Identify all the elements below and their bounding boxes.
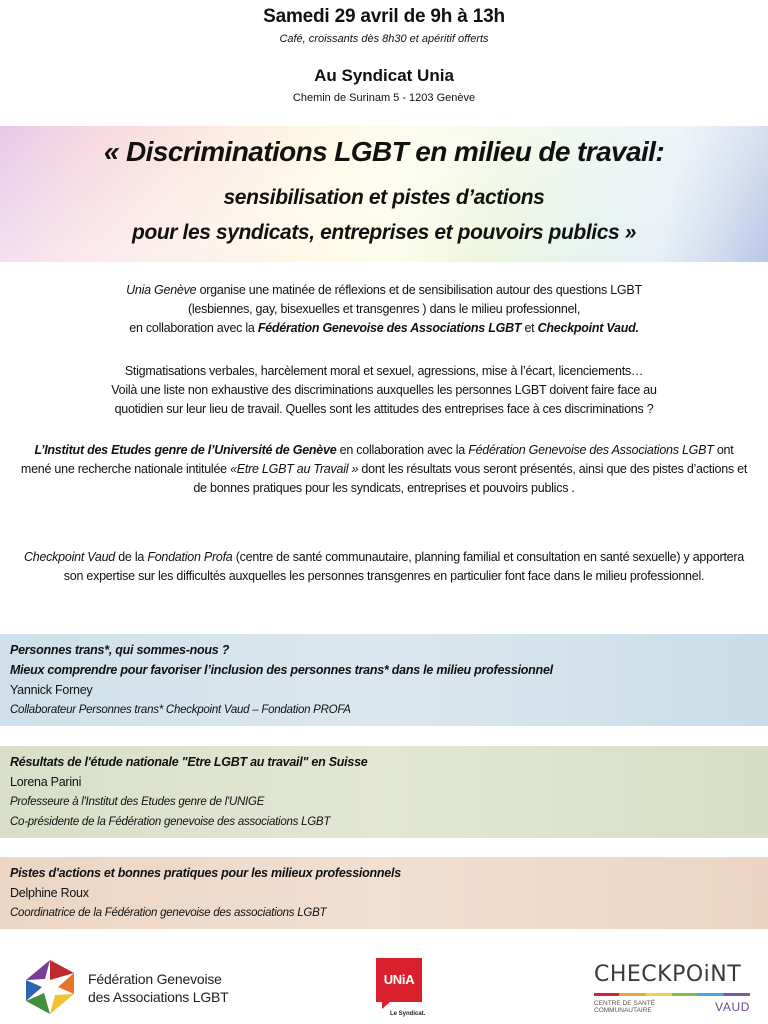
- unia-logo-box: UNiA: [376, 958, 422, 1002]
- unia-tagline: Le Syndicat.: [390, 1011, 426, 1017]
- text: en collaboration avec la: [336, 443, 469, 457]
- text: (lesbiennes, gay, bisexuelles et transgenres ) dans le milieu professionnel,: [187, 302, 581, 316]
- text: Stigmatisations verbales, harcèlement moral et sexuel, agressions, mise à l’écart, licenciements…: [124, 364, 644, 378]
- org-name: L’Institut des Etudes genre de l’Université de Genève: [34, 443, 337, 457]
- speaker-role: Co-présidente de la Fédération genevoise des associations LGBT: [10, 816, 331, 828]
- text: en collaboration avec la: [129, 321, 258, 335]
- text: organise une matinée de réflexions et de sensibilisation autour des questions LGBT: [196, 283, 642, 297]
- event-address: Chemin de Surinam 5 - 1203 Genève: [292, 92, 476, 104]
- session-title: Personnes trans*, qui sommes-nous ?: [10, 643, 230, 657]
- federation-name-line-1: Fédération Genevoise: [88, 971, 222, 987]
- banner-subtitle-2: pour les syndicats, entreprises et pouvoirs publics »: [132, 221, 636, 244]
- text: quotidien sur leur lieu de travail. Quelles sont les attitudes des entreprises face à ces discriminations ?: [114, 402, 654, 416]
- title-banner: [0, 126, 768, 262]
- federation-name: [88, 970, 229, 1006]
- speaker-role: Collaborateur Personnes trans* Checkpoint Vaud – Fondation PROFA: [10, 704, 351, 716]
- session-title: Mieux comprendre pour favoriser l’inclusion des personnes trans* dans le milieu professionnel: [10, 663, 553, 677]
- text: (centre de santé communautaire, planning familial et consultation en santé sexuelle) y apportera son expertise sur les difficultés auxquelles les personnes transgenres en particulier font face dans le milieu professionnel.: [63, 550, 744, 583]
- text: CENTRE DE SANTÉ: [594, 1000, 656, 1007]
- checkpoint-subtitle: [594, 1000, 655, 1014]
- session-title: Pistes d'actions et bonnes pratiques pour les milieux professionnels: [10, 866, 401, 880]
- org-name: Unia Genève: [126, 283, 197, 297]
- speaker-role: Coordinatrice de la Fédération genevoise des associations LGBT: [10, 907, 327, 919]
- checkpoint-wordmark: CHECKPOiNT: [594, 962, 742, 987]
- speaker-name: Lorena Parini: [10, 775, 82, 789]
- intro-paragraph-4: [20, 548, 748, 586]
- text: COMMUNAUTAIRE: [594, 1007, 652, 1014]
- intro-paragraph-2: [20, 362, 748, 419]
- banner-title: « Discriminations LGBT en milieu de travail:: [103, 136, 665, 167]
- speaker-name: Yannick Forney: [10, 683, 93, 697]
- session-3: [0, 857, 768, 929]
- federation-logo: [22, 958, 262, 1016]
- org-name: Fédération Genevoise des Associations LGBT: [468, 443, 714, 457]
- text: de la: [115, 550, 148, 564]
- event-date-subtitle: Café, croissants dès 8h30 et apéritif offerts: [279, 33, 489, 45]
- session-2: [0, 746, 768, 838]
- text: dont les résultats vous seront présentés, ainsi que des pistes d’actions et de bonnes pratiques pour les syndicats, entreprises et pouvoirs publics .: [193, 462, 748, 495]
- speech-bubble-tail-icon: [382, 1002, 390, 1009]
- speaker-role: Professeure à l'Institut des Etudes genre de l'UNIGE: [10, 796, 265, 808]
- org-name: Checkpoint Vaud.: [537, 321, 639, 335]
- banner-subtitle-1: sensibilisation et pistes d’actions: [223, 186, 545, 209]
- org-name: Fédération Genevoise des Associations LGBT: [257, 321, 522, 335]
- org-name: Checkpoint Vaud: [24, 550, 115, 564]
- text: ont mené une recherche nationale intitulée: [20, 443, 734, 476]
- org-name: Fondation Profa: [147, 550, 233, 564]
- checkpoint-logo: [594, 962, 754, 1018]
- session-title: Résultats de l'étude nationale "Etre LGBT au travail" en Suisse: [10, 755, 368, 769]
- session-1: [0, 634, 768, 726]
- event-date: Samedi 29 avril de 9h à 13h: [263, 6, 505, 27]
- event-venue: Au Syndicat Unia: [314, 66, 454, 85]
- federation-name-line-2: des Associations LGBT: [88, 989, 229, 1005]
- speaker-name: Delphine Roux: [10, 886, 89, 900]
- intro-paragraph-3: [20, 441, 748, 498]
- unia-logo: [376, 958, 424, 1022]
- rainbow-bar-icon: [594, 993, 750, 996]
- rainbow-hexagon-icon: [22, 958, 78, 1016]
- checkpoint-region: VAUD: [715, 1000, 750, 1014]
- text: Voilà une liste non exhaustive des discriminations auxquelles les personnes LGBT doivent faire face au: [111, 383, 657, 397]
- intro-paragraph-1: [20, 281, 748, 338]
- text: et: [521, 321, 538, 335]
- study-title: «Etre LGBT au Travail »: [230, 462, 359, 476]
